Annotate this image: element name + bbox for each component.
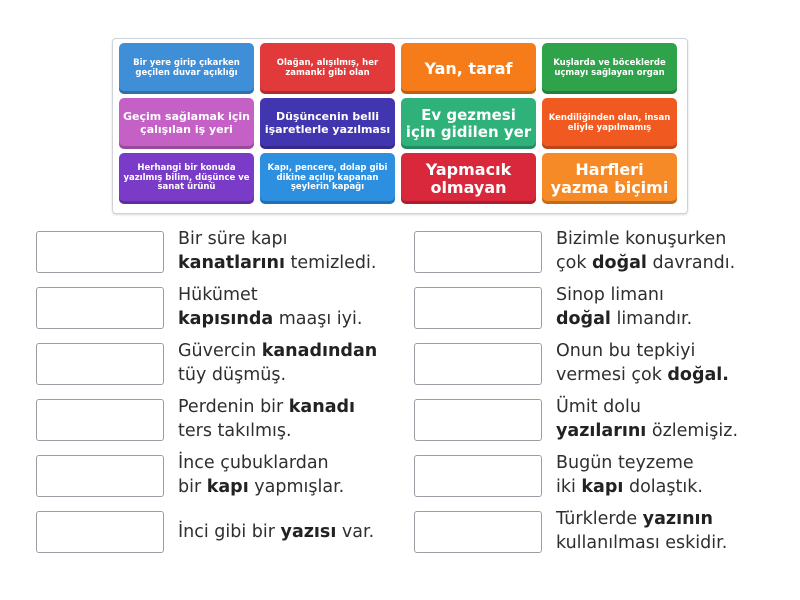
plain-text: dolaştık. <box>623 477 703 497</box>
left-drop-zone-6[interactable] <box>36 511 164 553</box>
left-question-text-1 <box>178 227 376 275</box>
question-line-2 <box>556 475 703 499</box>
answer-tile-9[interactable]: Herhangi bir konuda yazılmış bilim, düşünce ve sanat ürünü <box>119 153 254 204</box>
question-line-1 <box>178 451 344 475</box>
question-line-1 <box>556 227 735 251</box>
question-line-1 <box>178 339 377 363</box>
plain-text: maaşı iyi. <box>273 309 363 329</box>
left-drop-zone-3[interactable] <box>36 343 164 385</box>
plain-text: Bizimle konuşurken <box>556 229 727 249</box>
plain-text: Bir süre kapı <box>178 229 288 249</box>
keyword-text: kapı <box>206 477 249 497</box>
answer-tile-3[interactable]: Yan, taraf <box>401 43 536 94</box>
plain-text: Hükümet <box>178 285 258 305</box>
question-line-2 <box>178 251 376 275</box>
answer-tile-7[interactable]: Ev gezmesi için gidilen yer <box>401 98 536 149</box>
plain-text: İnce çubuklardan <box>178 453 329 473</box>
keyword-text: doğal <box>556 309 611 329</box>
plain-text: tüy düşmüş. <box>178 365 287 385</box>
right-question-text-4 <box>556 395 738 443</box>
answer-tile-4[interactable]: Kuşlarda ve böceklerde uçmayı sağlayan organ <box>542 43 677 94</box>
plain-text: temizledi. <box>284 253 377 273</box>
answer-tile-6[interactable]: Düşüncenin belli işaretlerle yazılması <box>260 98 395 149</box>
right-question-text-5 <box>556 451 703 499</box>
keyword-text: kapı <box>581 477 624 497</box>
question-line-2 <box>556 419 738 443</box>
plain-text: yapmışlar. <box>248 477 345 497</box>
plain-text: kullanılması eskidir. <box>556 533 728 553</box>
question-line-2 <box>556 307 692 331</box>
answer-tile-5[interactable]: Geçim sağlamak için çalışılan iş yeri <box>119 98 254 149</box>
plain-text: var. <box>336 522 375 542</box>
right-drop-zone-5[interactable] <box>414 455 542 497</box>
answer-tile-11[interactable]: Yapmacık olmayan <box>401 153 536 204</box>
left-question-text-5 <box>178 451 344 499</box>
question-line-2 <box>556 531 727 555</box>
right-drop-zone-2[interactable] <box>414 287 542 329</box>
right-question-text-3 <box>556 339 729 387</box>
plain-text: İnci gibi bir <box>178 522 281 542</box>
answer-tile-8[interactable]: Kendiliğinden olan, insan eliyle yapılmamış <box>542 98 677 149</box>
left-question-text-2 <box>178 283 362 331</box>
question-line-1 <box>556 451 703 475</box>
plain-text: limandır. <box>610 309 693 329</box>
plain-text: ters takılmış. <box>178 421 292 441</box>
plain-text: çok <box>556 253 593 273</box>
plain-text: özlemişiz. <box>646 421 739 441</box>
plain-text: davrandı. <box>646 253 736 273</box>
right-question-text-6 <box>556 507 727 555</box>
plain-text: Güvercin <box>178 341 262 361</box>
plain-text: bir <box>178 477 207 497</box>
question-line-2 <box>178 419 355 443</box>
answer-tile-10[interactable]: Kapı, pencere, dolap gibi dikine açılıp kapanan şeylerin kapağı <box>260 153 395 204</box>
left-question-text-3 <box>178 339 377 387</box>
keyword-text: yazının <box>642 509 713 529</box>
left-drop-zone-5[interactable] <box>36 455 164 497</box>
keyword-text: yazılarını <box>556 421 647 441</box>
question-line-2 <box>178 475 344 499</box>
question-line-1 <box>556 507 727 531</box>
plain-text: Bugün teyzeme <box>556 453 694 473</box>
right-drop-zone-3[interactable] <box>414 343 542 385</box>
left-drop-zone-4[interactable] <box>36 399 164 441</box>
plain-text: vermesi çok <box>556 365 668 385</box>
keyword-text: kanadı <box>288 397 356 417</box>
left-drop-zone-2[interactable] <box>36 287 164 329</box>
answer-tile-1[interactable]: Bir yere girip çıkarken geçilen duvar açıklığı <box>119 43 254 94</box>
plain-text: Ümit dolu <box>556 397 641 417</box>
question-line-1 <box>556 339 729 363</box>
question-line-1 <box>178 283 362 307</box>
plain-text: Perdenin bir <box>178 397 289 417</box>
answer-tile-12[interactable]: Harfleri yazma biçimi <box>542 153 677 204</box>
question-line-2 <box>178 307 362 331</box>
keyword-text: kanadından <box>261 341 378 361</box>
right-question-text-1 <box>556 227 735 275</box>
keyword-text: doğal. <box>667 365 729 385</box>
keyword-text: kapısında <box>178 309 274 329</box>
right-drop-zone-6[interactable] <box>414 511 542 553</box>
plain-text: iki <box>556 477 582 497</box>
question-line-1 <box>178 520 374 544</box>
left-question-text-6 <box>178 520 374 544</box>
question-line-1 <box>178 395 355 419</box>
keyword-text: yazısı <box>280 522 337 542</box>
answer-tile-bank <box>112 38 688 214</box>
question-line-1 <box>556 395 738 419</box>
keyword-text: kanatlarını <box>178 253 285 273</box>
left-drop-zone-1[interactable] <box>36 231 164 273</box>
question-line-2 <box>178 363 377 387</box>
plain-text: Onun bu tepkiyi <box>556 341 696 361</box>
answer-tile-2[interactable]: Olağan, alışılmış, her zamanki gibi olan <box>260 43 395 94</box>
plain-text: Sinop limanı <box>556 285 664 305</box>
question-line-1 <box>178 227 376 251</box>
left-question-text-4 <box>178 395 355 443</box>
plain-text: Türklerde <box>556 509 643 529</box>
keyword-text: doğal <box>592 253 647 273</box>
right-drop-zone-4[interactable] <box>414 399 542 441</box>
question-line-1 <box>556 283 692 307</box>
right-question-text-2 <box>556 283 692 331</box>
right-drop-zone-1[interactable] <box>414 231 542 273</box>
question-line-2 <box>556 363 729 387</box>
question-line-2 <box>556 251 735 275</box>
